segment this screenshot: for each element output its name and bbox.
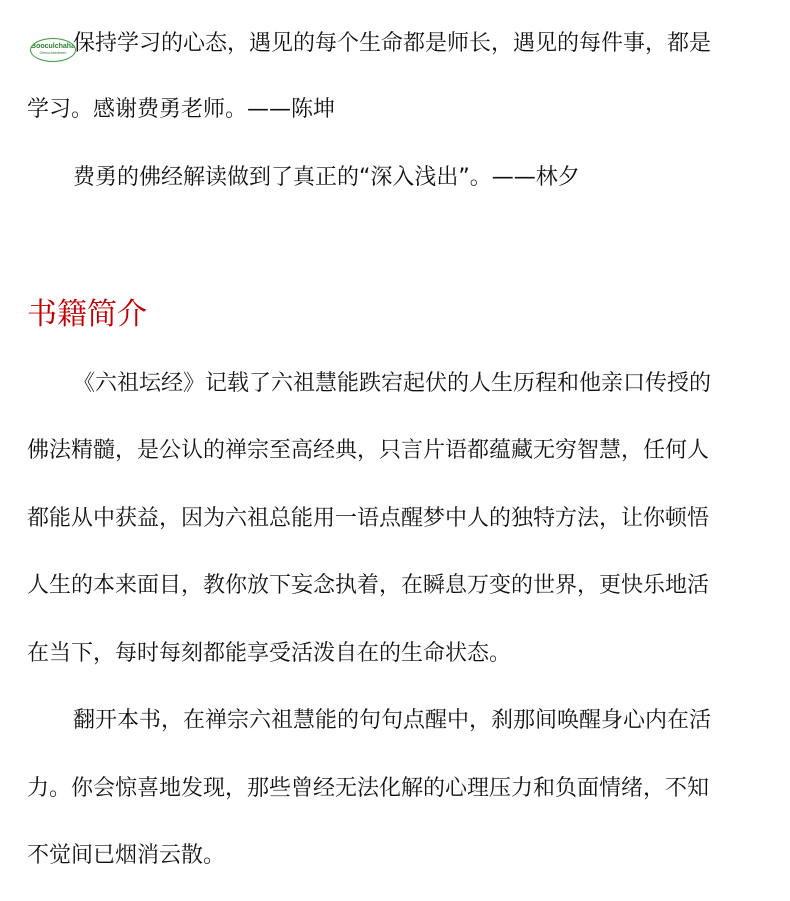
intro-line: 人生的本来面目，教你放下妄念执着，在瞬息万变的世界，更快乐地活: [27, 573, 710, 598]
section-heading: 书籍简介: [27, 297, 147, 332]
intro-line: 不觉间已烟消云散。: [27, 843, 226, 868]
logo-sub-text: Glrmuchbedeeen: [39, 51, 67, 55]
intro-line: 都能从中获益，因为六祖总能用一语点醒梦中人的独特方法，让你顿悟: [27, 506, 710, 531]
intro-line: 在当下，每时每刻都能享受活泼自在的生命状态。: [27, 641, 512, 666]
logo: [30, 38, 76, 62]
intro-line: 力。你会惊喜地发现，那些曾经无法化解的心理压力和负面情绪，不知: [27, 776, 710, 801]
intro-line: 佛法精髓，是公认的禅宗至高经典，只言片语都蕴藏无穷智慧，任何人: [27, 438, 710, 463]
review-line: 费勇的佛经解读做到了真正的“深入浅出”。——林夕: [73, 165, 580, 190]
review-line: 保持学习的心态，遇见的每个生命都是师长，遇见的每件事，都是: [73, 31, 712, 56]
logo-main-text: Booculchaha: [31, 43, 75, 50]
review-line: 学习。感谢费勇老师。——陈坤: [27, 97, 336, 122]
intro-line: 《六祖坛经》记载了六祖慧能跌宕起伏的人生历程和他亲口传授的: [73, 371, 712, 396]
intro-line: 翻开本书，在禅宗六祖慧能的句句点醒中，刹那间唤醒身心内在活: [73, 708, 712, 733]
